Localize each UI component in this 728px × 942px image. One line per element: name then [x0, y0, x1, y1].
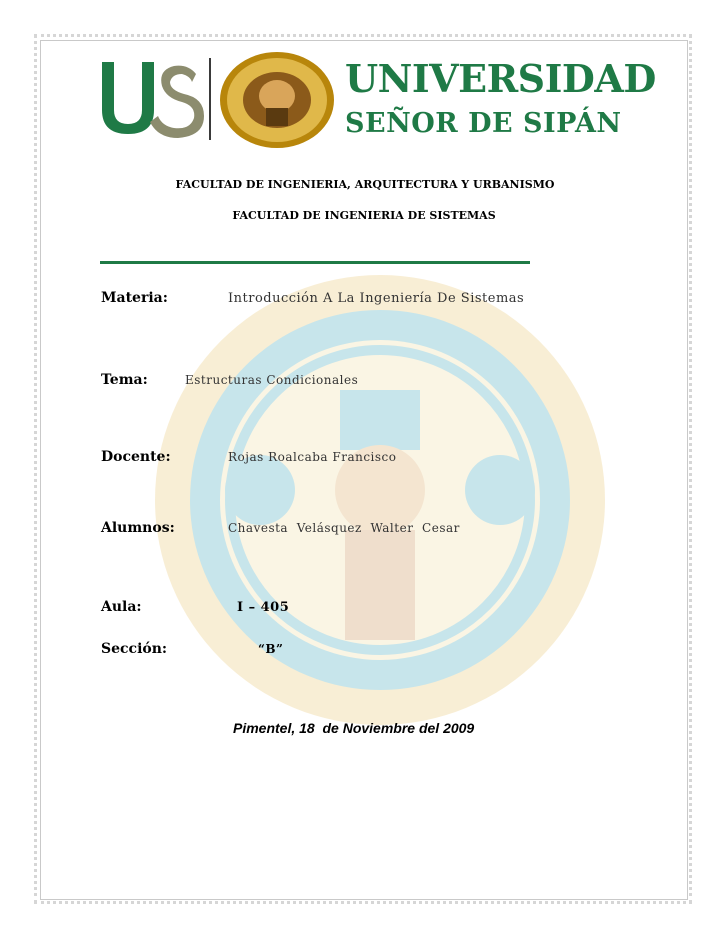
university-seal-icon	[218, 50, 336, 150]
place-and-date: Pimentel, 18 de Noviembre del 2009	[233, 720, 475, 736]
tema-label: Tema:	[101, 372, 148, 388]
university-name-line1: UNIVERSIDAD	[345, 56, 656, 101]
tema-value: Estructuras Condicionales	[185, 373, 359, 387]
docente-value: Rojas Roalcaba Francisco	[228, 450, 397, 464]
materia-label: Materia:	[101, 290, 168, 306]
alumnos-label: Alumnos:	[101, 520, 175, 536]
university-name-line2: SEÑOR DE SIPÁN	[345, 108, 622, 139]
watermark-seal-icon	[150, 270, 610, 730]
green-divider	[100, 261, 530, 264]
faculty-line-2: FACULTAD DE INGENIERIA DE SISTEMAS	[232, 209, 496, 222]
faculty-line-1: FACULTAD DE INGENIERIA, ARQUITECTURA Y URBANISMO	[175, 178, 555, 191]
seccion-label: Sección:	[101, 641, 168, 657]
logo-separator	[209, 58, 211, 140]
docente-label: Docente:	[101, 449, 171, 465]
materia-value: Introducción A La Ingeniería De Sistemas	[228, 291, 525, 306]
seccion-value: “B”	[258, 642, 284, 656]
alumnos-value: Chavesta Velásquez Walter Cesar	[228, 521, 460, 535]
aula-label: Aula:	[101, 599, 142, 615]
aula-value: I – 405	[237, 600, 290, 615]
uss-logo-icon	[96, 58, 211, 138]
